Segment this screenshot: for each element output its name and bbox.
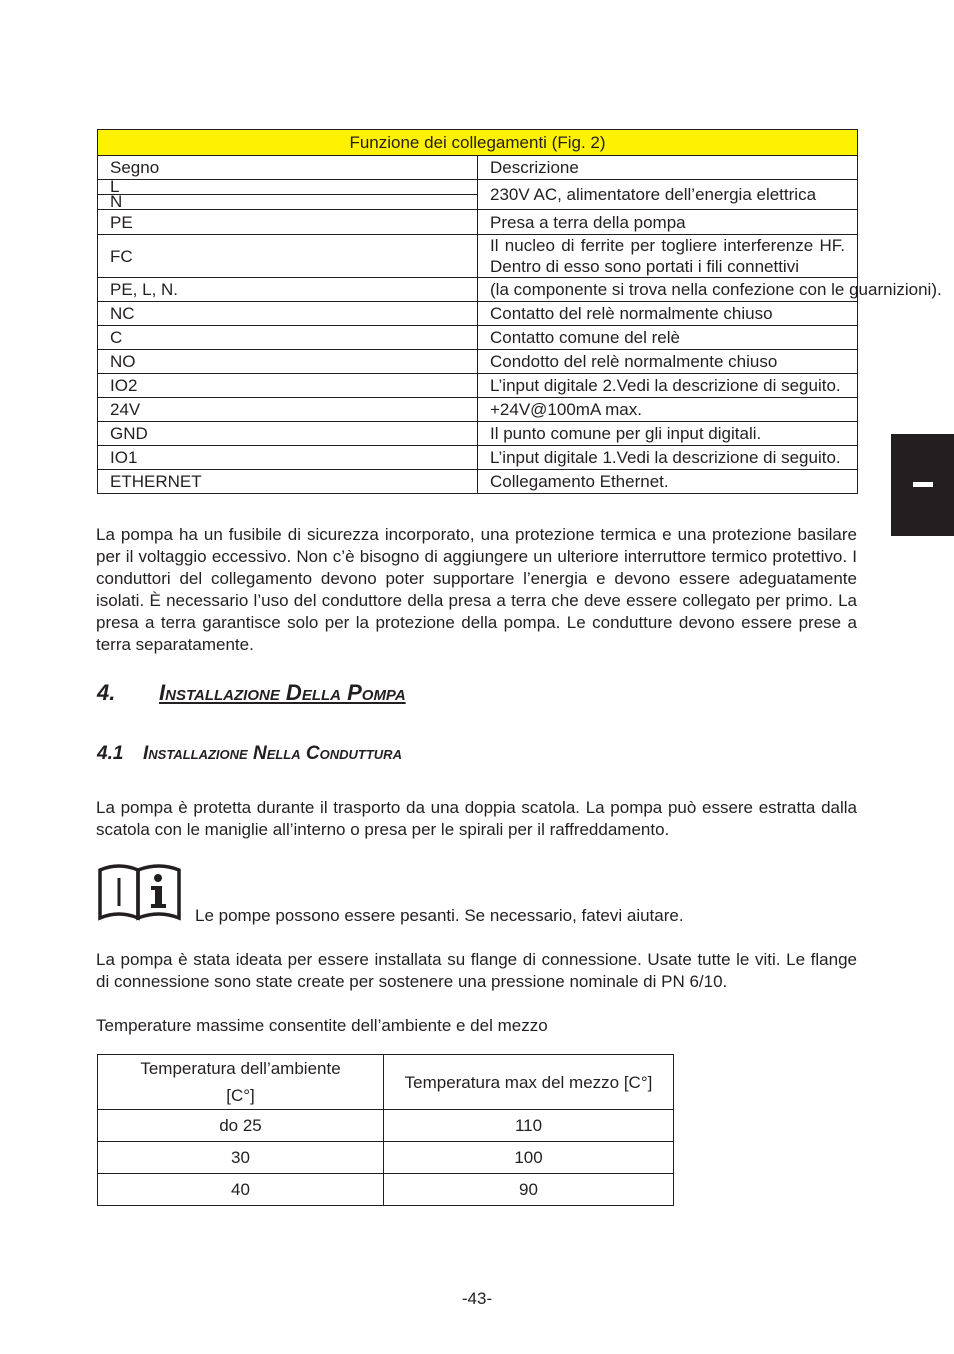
sign-n: N [110,192,123,211]
side-tab-dash [913,482,933,487]
section-number: 4. [97,680,116,705]
table-row-description: (la componente si trova nella confezione con le guarnizioni). [478,278,858,302]
table-row-sign: C [98,326,478,350]
table-row-sign: GND [98,422,478,446]
table-row-ambient: 40 [98,1174,384,1206]
header-sign: Segno [98,156,478,180]
paragraph-safety: La pompa ha un fusibile di sicurezza incorporato, una protezione termica e una protezione basilare per il voltaggio eccessivo. Non c’è bisogno di aggiungere un ulteriore interruttore termico protettivo. I conduttori del collegamento devono poter supportare l’energia e devono essere adeguatamente isolati. È necessario l’uso del conduttore della presa a terra che deve essere collegato per primo. La presa a terra garantisce solo per la protezione della pompa. Le condutture devono essere prese a terra separatamente. [96,525,857,654]
table-row-sign: PE, L, N. [98,278,478,302]
ln-sign-cell [98,177,478,211]
temperature-table [97,1054,674,1206]
table-row-sign: PE [98,210,478,235]
table-row-description: Presa a terra della pompa [478,210,858,235]
table-row-sign: 24V [98,398,478,422]
table-row-medium: 110 [384,1110,674,1142]
table-row-sign: IO1 [98,446,478,470]
table-row-medium: 90 [384,1174,674,1206]
header-ambient-line1: Temperatura dell’ambiente [140,1059,341,1078]
subsection-title: Installazione Nella Conduttura [143,743,402,764]
table-row-description: Condotto del relè normalmente chiuso [478,350,858,374]
paragraph-flange: La pompa è stata ideata per essere installata su flange di connessione. Usate tutte le viti. Le flange di connessione sono state create per sostenere una pressione nominale di PN 6/10. [96,950,857,991]
header-description: Descrizione [478,156,858,180]
header-ambient-line2: [C°] [226,1086,255,1105]
header-ambient [98,1055,384,1110]
table-row-description: L’input digitale 1.Vedi la descrizione di seguito. [478,446,858,470]
table-row-description: L’input digitale 2.Vedi la descrizione di seguito. [478,374,858,398]
page-number: -43- [461,1289,493,1308]
table-row-sign: ETHERNET [98,470,478,494]
table-row-description: +24V@100mA max. [478,398,858,422]
table-row-description: Contatto comune del relè [478,326,858,350]
section-heading [97,680,406,706]
info-note: Le pompe possono essere pesanti. Se necessario, fatevi aiutare. [195,906,684,925]
subsection-heading [97,743,402,765]
sign-l: L [98,180,477,195]
table-row-sign: NO [98,350,478,374]
table-row-description: Contatto del relè normalmente chiuso [478,302,858,326]
ln-description: 230V AC, alimentatore dell’energia elettrica [478,180,858,210]
connections-table [97,129,942,494]
subsection-number: 4.1 [97,743,124,764]
table-row-ambient: 30 [98,1142,384,1174]
side-tab-marker [891,434,954,536]
temp-caption: Temperature massime consentite dell’ambiente e del mezzo [96,1016,548,1035]
paragraph-transport: La pompa è protetta durante il trasporto da una doppia scatola. La pompa può essere estratta dalla scatola con le maniglie all’interno o presa per le spirali per il raffreddamento. [96,798,857,839]
table-row-description: Collegamento Ethernet. [478,470,858,494]
table-row-medium: 100 [384,1142,674,1174]
table-row-ambient: do 25 [98,1110,384,1142]
header-medium: Temperatura max del mezzo [C°] [384,1055,674,1110]
table-row-description: Il punto comune per gli input digitali. [478,422,858,446]
table-row-sign: FC [98,235,478,278]
table-row-sign: IO2 [98,374,478,398]
table-row-description: Il nucleo di ferrite per togliere interferenze HF. Dentro di esso sono portati i fili connettivi [478,235,858,278]
info-book-icon [97,860,183,922]
table-row-sign: NC [98,302,478,326]
table-title: Funzione dei collegamenti (Fig. 2) [98,130,858,156]
section-title: Installazione Della Pompa [159,680,406,705]
